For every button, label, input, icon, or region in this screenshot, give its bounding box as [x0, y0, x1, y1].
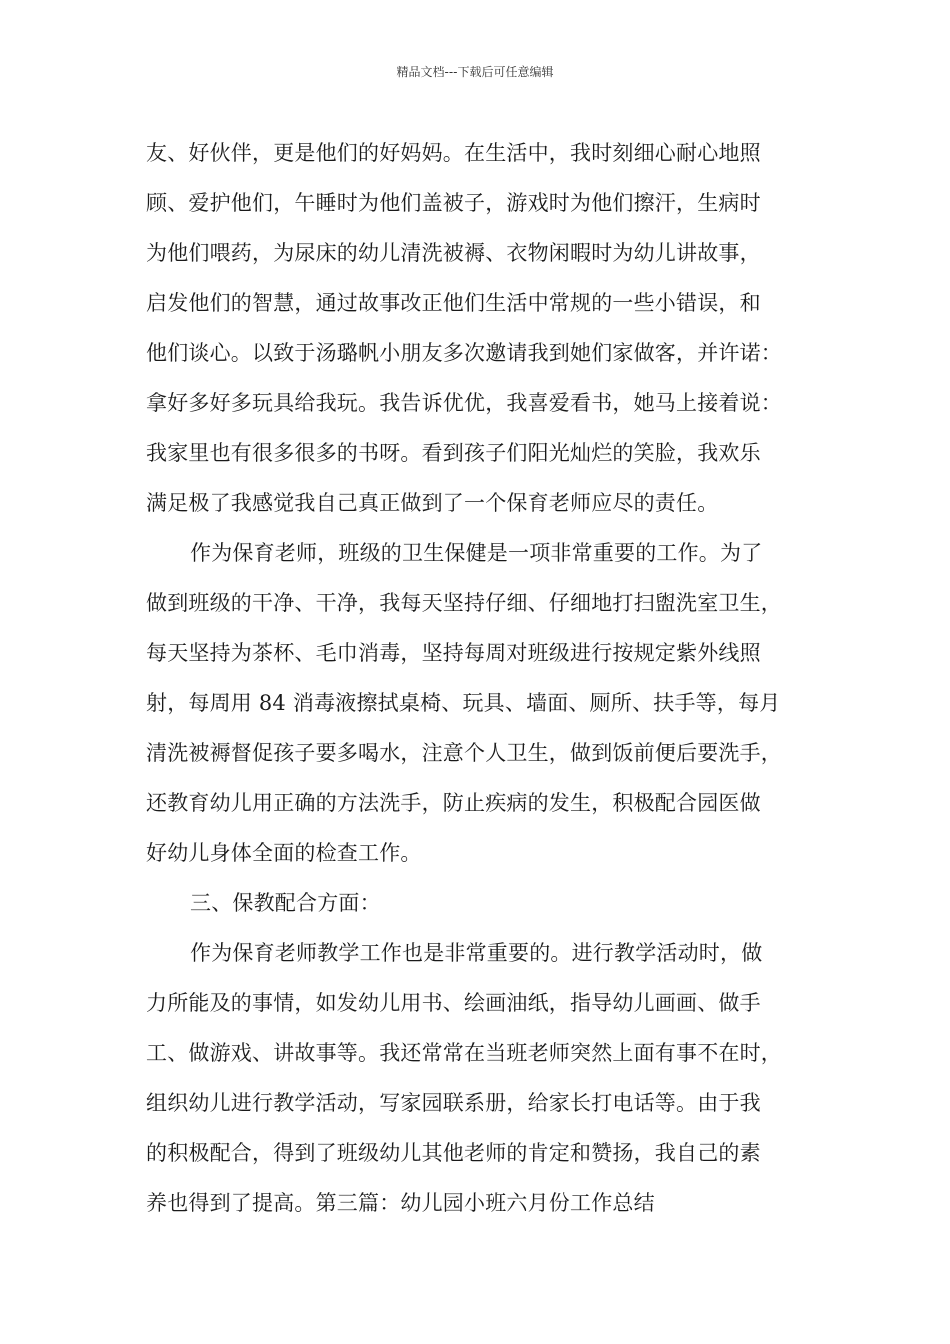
text-line: 射，每周用 84 消毒液擦拭桌椅、玩具、墙面、厕所、扶手等，每月	[146, 691, 781, 715]
text-line: 我家里也有很多很多的书呀。看到孩子们阳光灿烂的笑脸，我欢乐	[146, 441, 761, 465]
text-line: 的积极配合，得到了班级幼儿其他老师的肯定和赞扬，我自己的素	[146, 1141, 761, 1165]
text-line: 作为保育老师教学工作也是非常重要的。进行教学活动时，做	[190, 941, 763, 965]
text-line: 三、保教配合方面：	[190, 891, 381, 915]
text-line: 还教育幼儿用正确的方法洗手，防止疾病的发生，积极配合园医做	[146, 791, 761, 815]
text-line: 友、好伙伴，更是他们的好妈妈。在生活中，我时刻细心耐心地照	[146, 141, 761, 165]
page-header: 精品文档---下载后可任意编辑	[396, 65, 554, 79]
text-line: 拿好多好多玩具给我玩。我告诉优优，我喜爱看书，她马上接着说：	[146, 391, 782, 415]
text-line: 做到班级的干净、干净，我每天坚持仔细、仔细地打扫盥洗室卫生，	[146, 591, 782, 615]
text-line: 力所能及的事情，如发幼儿用书、绘画油纸，指导幼儿画画、做手	[146, 991, 761, 1015]
text-line: 好幼儿身体全面的检查工作。	[146, 841, 422, 865]
text-line: 每天坚持为茶杯、毛巾消毒，坚持每周对班级进行按规定紫外线照	[146, 641, 761, 665]
text-line: 启发他们的智慧，通过故事改正他们生活中常规的一些小错误，和	[146, 291, 761, 315]
text-line: 工、做游戏、讲故事等。我还常常在当班老师突然上面有事不在时，	[146, 1041, 782, 1065]
text-line: 满足极了我感觉我自己真正做到了一个保育老师应尽的责任。	[146, 491, 719, 515]
text-line: 清洗被褥督促孩子要多喝水，注意个人卫生，做到饭前便后要洗手，	[146, 741, 782, 765]
document-body	[146, 128, 806, 1228]
text-line: 他们谈心。以致于汤璐帆小朋友多次邀请我到她们家做客，并许诺：	[146, 341, 782, 365]
text-line: 为他们喂药，为尿床的幼儿清洗被褥、衣物闲暇时为幼儿讲故事，	[146, 241, 761, 265]
text-line: 组织幼儿进行教学活动，写家园联系册，给家长打电话等。由于我	[146, 1091, 761, 1115]
text-line: 养也得到了提高。第三篇：幼儿园小班六月份工作总结	[146, 1191, 655, 1215]
text-line: 作为保育老师，班级的卫生保健是一项非常重要的工作。为了	[190, 541, 763, 565]
text-line: 顾、爱护他们，午睡时为他们盖被子，游戏时为他们擦汗，生病时	[146, 191, 761, 215]
